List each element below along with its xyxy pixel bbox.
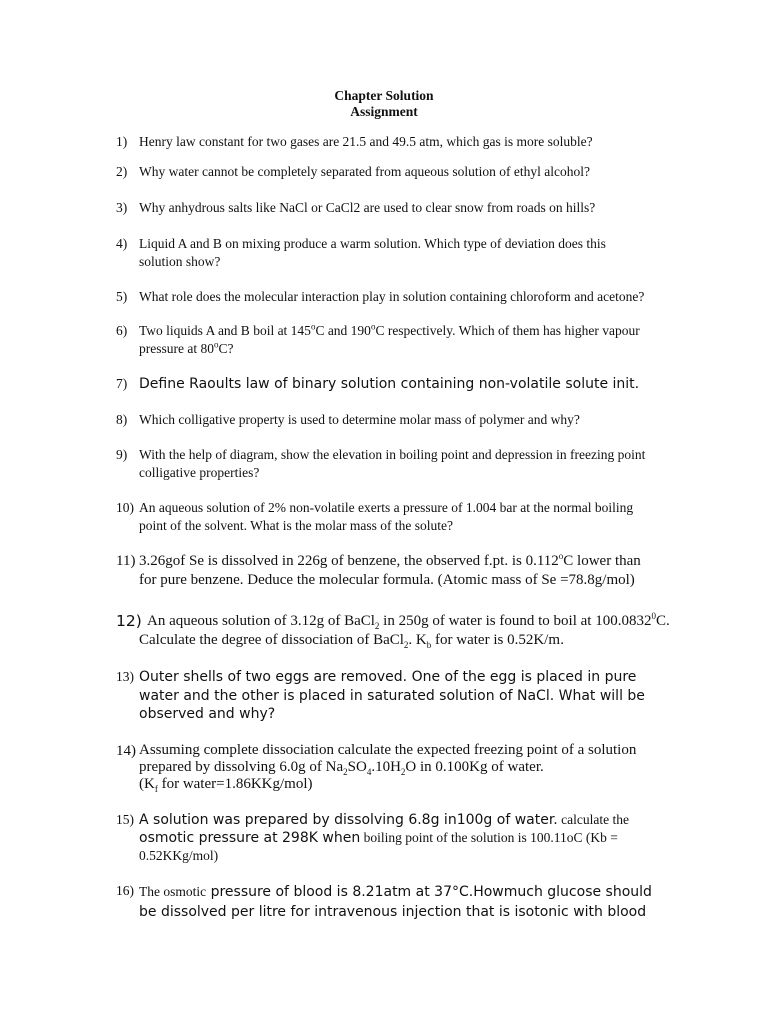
text-run: osmotic pressure at 298K when <box>139 830 361 846</box>
question-number: 12) <box>116 612 142 630</box>
question-line: water and the other is placed in saturated solution of NaCl. What will be <box>139 687 645 704</box>
text-run: The osmotic <box>139 884 207 899</box>
question-14 <box>116 742 696 793</box>
question-number: 5) <box>116 289 128 304</box>
text-run: Two liquids A and B boil at 145 <box>139 323 311 338</box>
text-run: C? <box>218 341 234 356</box>
text-run: . <box>560 632 565 648</box>
question-line: Assuming complete dissociation calculate the expected freezing point of a solution <box>139 742 637 758</box>
question-number: 6) <box>116 323 128 338</box>
question-12 <box>116 612 716 650</box>
text-run: calculate the <box>557 812 629 827</box>
question-line: point of the solvent. What is the molar mass of the solute? <box>139 518 453 533</box>
text-run: SO <box>347 759 367 775</box>
text-run: in 250g of water is found to boil at 100.0832 <box>379 613 652 629</box>
subscript: 2 <box>400 767 406 777</box>
question-number: 9) <box>116 447 128 462</box>
text-run: C respectively. Which of them has higher vapour <box>375 323 640 338</box>
question-number: 14) <box>116 743 136 759</box>
question-number: 16) <box>116 883 134 898</box>
question-text <box>139 499 696 535</box>
question-number: 13) <box>116 669 134 684</box>
text-run: prepared by dissolving 6.0g of Na <box>139 759 344 775</box>
question-line: Liquid A and B on mixing produce a warm solution. Which type of deviation does this <box>139 236 606 251</box>
question-5 <box>116 288 696 306</box>
question-text <box>139 742 696 793</box>
subscript: 2 <box>403 640 409 650</box>
question-9 <box>116 446 696 482</box>
question-number: 2) <box>116 164 128 179</box>
document-title <box>0 88 768 120</box>
subscript: 2 <box>343 767 348 777</box>
question-3 <box>116 199 696 217</box>
text-run: . K <box>408 632 427 648</box>
question-number: 3) <box>116 200 128 215</box>
question-text <box>139 235 696 271</box>
question-line: observed and why? <box>139 706 276 722</box>
question-4 <box>116 235 696 271</box>
question-line: solution show? <box>139 254 221 269</box>
question-text <box>139 811 696 865</box>
subscript: 2 <box>374 621 380 631</box>
superscript: o <box>310 321 316 332</box>
question-number: 11) <box>116 553 136 569</box>
question-line: be dissolved per litre for intravenous injection that is isotonic with blood <box>139 904 647 920</box>
question-line: for pure benzene. Deduce the molecular formula. (Atomic mass of Se =78.8g/mol) <box>139 572 635 588</box>
question-16 <box>116 882 696 922</box>
question-text <box>139 322 696 358</box>
text-run: boiling point of the solution is 100.11oC (Kb = <box>360 830 618 845</box>
question-number: 7) <box>116 376 128 391</box>
question-text: Why anhydrous salts like NaCl or CaCl2 are used to clear snow from roads on hills? <box>139 200 596 215</box>
superscript: 0 <box>651 611 656 621</box>
question-2 <box>116 163 696 181</box>
text-run: pressure at 80 <box>139 341 214 356</box>
text-run: for water=1.86KKg/mol) <box>157 776 313 792</box>
text-run: O in 0.100Kg of water. <box>405 759 544 775</box>
text-run: 3.26gof Se is dissolved in 226g of benzene, the observed f.pt. is 0.112 <box>139 553 559 569</box>
question-text <box>139 612 716 650</box>
question-number: 15) <box>116 812 134 827</box>
question-text: Henry law constant for two gases are 21.5 and 49.5 atm, which gas is more soluble? <box>139 134 593 149</box>
question-text <box>139 882 696 922</box>
subscript: f <box>154 784 158 794</box>
superscript: o <box>558 551 564 561</box>
superscript: o <box>213 339 219 350</box>
title-line-2: Assignment <box>350 104 418 119</box>
question-10 <box>116 499 696 535</box>
question-line: Outer shells of two eggs are removed. One of the egg is placed in pure <box>139 669 637 685</box>
title-line-1: Chapter Solution <box>334 88 434 103</box>
question-8 <box>116 411 696 429</box>
question-number: 8) <box>116 412 128 427</box>
text-run: C. <box>655 613 670 629</box>
superscript: o <box>370 321 376 332</box>
question-text <box>139 668 696 724</box>
question-text: Why water cannot be completely separated from aqueous solution of ethyl alcohol? <box>139 164 590 179</box>
question-line: colligative properties? <box>139 465 260 480</box>
question-text: What role does the molecular interaction play in solution containing chloroform and acetone? <box>139 289 645 304</box>
subscript: 4 <box>366 767 372 777</box>
text-run: (K <box>139 776 155 792</box>
question-1 <box>116 133 696 151</box>
question-13 <box>116 668 696 724</box>
text-run: for water is 0.52K/m <box>431 632 560 648</box>
question-number: 10) <box>116 500 134 515</box>
text-run: C lower than <box>563 553 641 569</box>
question-7 <box>116 375 696 393</box>
text-run: C and 190 <box>315 323 371 338</box>
question-text <box>139 552 696 590</box>
question-text: Which colligative property is used to determine molar mass of polymer and why? <box>139 412 580 427</box>
question-text <box>139 446 696 482</box>
text-run: .10H <box>371 759 401 775</box>
question-line: 0.52KKg/mol) <box>139 848 219 863</box>
question-line: An aqueous solution of 2% non-volatile exerts a pressure of 1.004 bar at the normal boiling <box>139 500 634 515</box>
question-number: 4) <box>116 236 128 251</box>
question-number: 1) <box>116 134 128 149</box>
question-15 <box>116 811 696 865</box>
text-run: Calculate the degree of dissociation of BaCl <box>139 632 404 648</box>
question-line: With the help of diagram, show the elevation in boiling point and depression in freezing point <box>139 447 646 462</box>
question-text: Define Raoults law of binary solution containing non-volatile solute init. <box>139 376 640 392</box>
text-run: pressure of blood is 8.21atm at 37°C.Howmuch glucose should <box>206 884 652 900</box>
subscript: b <box>426 640 432 650</box>
text-run: A solution was prepared by dissolving 6.8g in100g of water. <box>139 812 558 828</box>
question-11 <box>116 552 696 590</box>
question-6 <box>116 322 696 358</box>
text-run: An aqueous solution of 3.12g of BaCl <box>147 613 375 629</box>
